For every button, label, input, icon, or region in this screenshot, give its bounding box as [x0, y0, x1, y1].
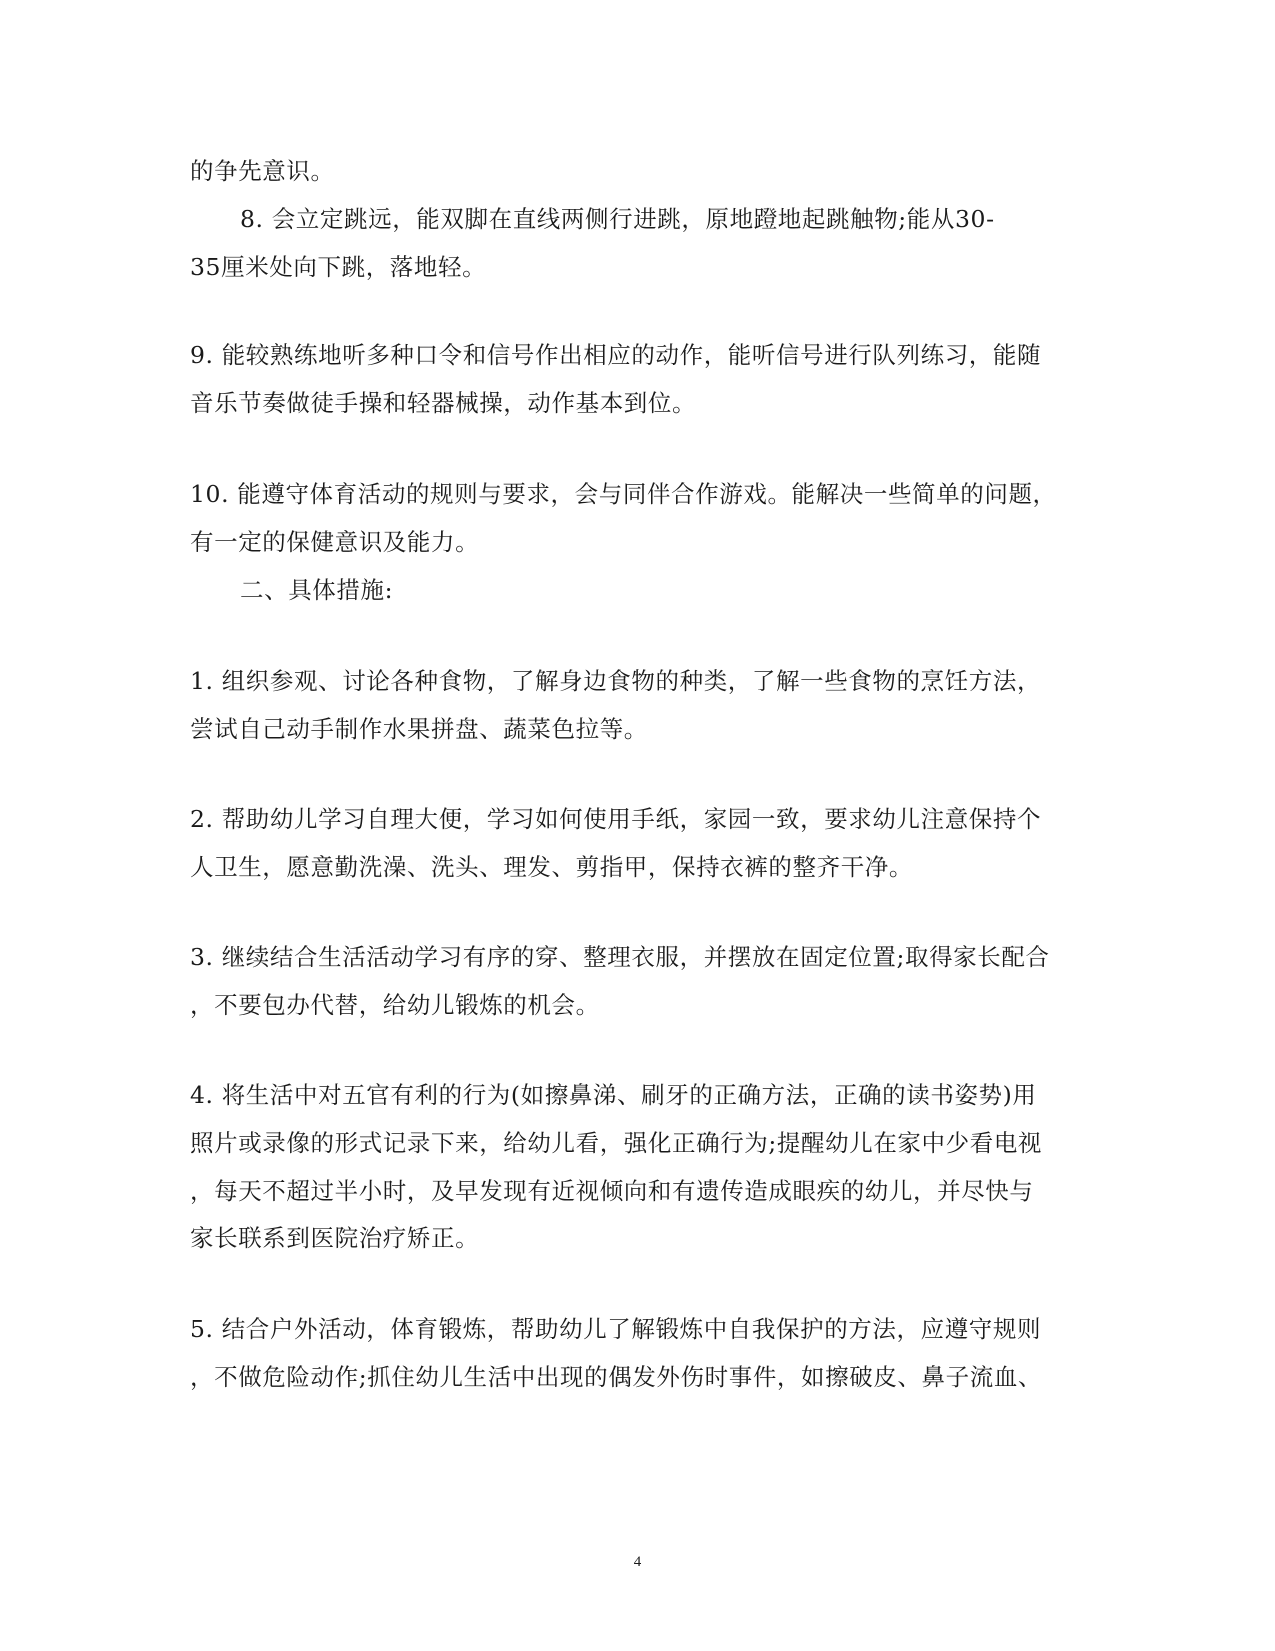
text-line: 1. 组织参观、讨论各种食物，了解身边食物的种类，了解一些食物的烹饪方法，	[190, 667, 1042, 695]
text-line: 音乐节奏做徒手操和轻器械操，动作基本到位。	[190, 389, 697, 417]
text-line: ，不做危险动作;抓住幼儿生活中出现的偶发外伤时事件，如擦破皮、鼻子流血、	[190, 1363, 1043, 1391]
text-line: 3. 继续结合生活活动学习有序的穿、整理衣服，并摆放在固定位置;取得家长配合	[190, 943, 1050, 971]
text-line: 35厘米处向下跳，落地轻。	[190, 253, 487, 281]
text-line: 尝试自己动手制作水果拼盘、蔬菜色拉等。	[190, 715, 648, 743]
text-line: ，不要包办代替，给幼儿锻炼的机会。	[190, 991, 600, 1019]
text-line: 人卫生，愿意勤洗澡、洗头、理发、剪指甲，保持衣裤的整齐干净。	[190, 853, 913, 881]
text-line: 4. 将生活中对五官有利的行为(如擦鼻涕、刷牙的正确方法，正确的读书姿势)用	[190, 1081, 1037, 1109]
text-line: 2. 帮助幼儿学习自理大便，学习如何使用手纸，家园一致，要求幼儿注意保持个	[190, 805, 1042, 833]
section-heading: 二、具体措施:	[240, 576, 394, 604]
page-number: 4	[633, 1554, 642, 1570]
text-line: 9. 能较熟练地听多种口令和信号作出相应的动作，能听信号进行队列练习，能随	[190, 341, 1042, 369]
text-line: 8. 会立定跳远，能双脚在直线两侧行进跳，原地蹬地起跳触物;能从30-	[240, 205, 995, 233]
text-line: 照片或录像的形式记录下来，给幼儿看，强化正确行为;提醒幼儿在家中少看电视	[190, 1129, 1043, 1157]
text-line: 的争先意识。	[190, 157, 335, 185]
text-line: ，每天不超过半小时，及早发现有近视倾向和有遗传造成眼疾的幼儿，并尽快与	[190, 1177, 1034, 1205]
text-line: 有一定的保健意识及能力。	[190, 528, 480, 556]
text-line: 家长联系到医院治疗矫正。	[190, 1224, 480, 1252]
text-line: 5. 结合户外活动，体育锻炼，帮助幼儿了解锻炼中自我保护的方法，应遵守规则	[190, 1315, 1042, 1343]
text-line: 10. 能遵守体育活动的规则与要求，会与同伴合作游戏。能解决一些简单的问题，	[190, 480, 1057, 508]
